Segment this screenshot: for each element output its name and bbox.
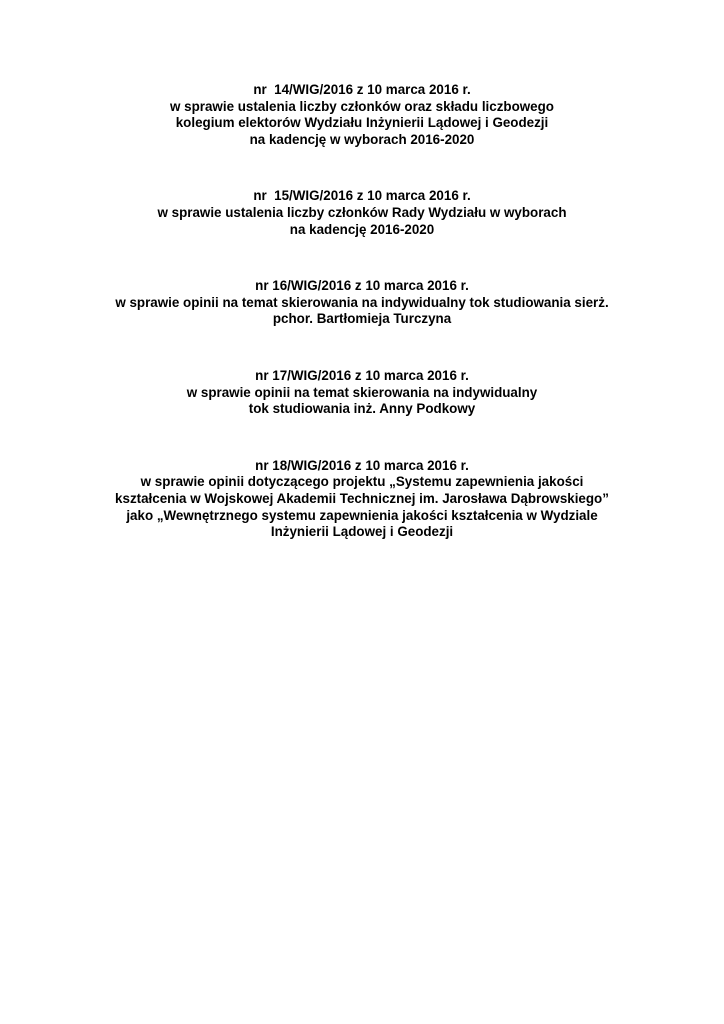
resolution-number: nr 15/WIG/2016 z 10 marca 2016 r. <box>253 188 471 204</box>
resolution-number: nr 18/WIG/2016 z 10 marca 2016 r. <box>255 457 469 473</box>
resolution-subject-line: w sprawie opinii dotyczącego projektu „Systemu zapewnienia jakości <box>140 474 584 490</box>
resolution-14 <box>40 82 684 148</box>
resolution-15 <box>40 188 684 238</box>
resolutions-list <box>40 82 684 581</box>
resolution-subject-line: pchor. Bartłomieja Turczyna <box>272 311 452 327</box>
resolution-subject-line: w sprawie ustalenia liczby członków oraz składu liczbowego <box>170 98 554 114</box>
resolution-number: nr 14/WIG/2016 z 10 marca 2016 r. <box>253 82 471 97</box>
resolution-number: nr 16/WIG/2016 z 10 marca 2016 r. <box>255 278 469 294</box>
resolution-subject-line: jako „Wewnętrznego systemu zapewnienia jakości kształcenia w Wydziale <box>126 507 598 523</box>
resolution-subject-line: w sprawie ustalenia liczby członków Rady Wydziału w wyborach <box>157 204 567 220</box>
resolution-subject-line: Inżynierii Lądowej i Geodezji <box>270 524 454 540</box>
resolution-subject-line: w sprawie opinii na temat skierowania na indywidualny <box>186 384 538 400</box>
resolution-subject-line: kolegium elektorów Wydziału Inżynierii Lądowej i Geodezji <box>175 115 549 131</box>
resolution-subject-line: tok studiowania inż. Anny Podkowy <box>248 401 476 417</box>
resolution-16 <box>40 278 684 328</box>
resolution-subject-line: w sprawie opinii na temat skierowania na indywidualny tok studiowania sierż. <box>115 294 609 310</box>
resolution-18 <box>40 458 684 541</box>
resolution-subject-line: na kadencję w wyborach 2016-2020 <box>249 131 475 147</box>
resolution-subject-line: kształcenia w Wojskowej Akademii Technicznej im. Jarosława Dąbrowskiego” <box>115 490 609 506</box>
resolution-subject-line: na kadencję 2016-2020 <box>289 221 435 237</box>
resolution-17 <box>40 368 684 418</box>
resolution-number: nr 17/WIG/2016 z 10 marca 2016 r. <box>255 367 469 383</box>
